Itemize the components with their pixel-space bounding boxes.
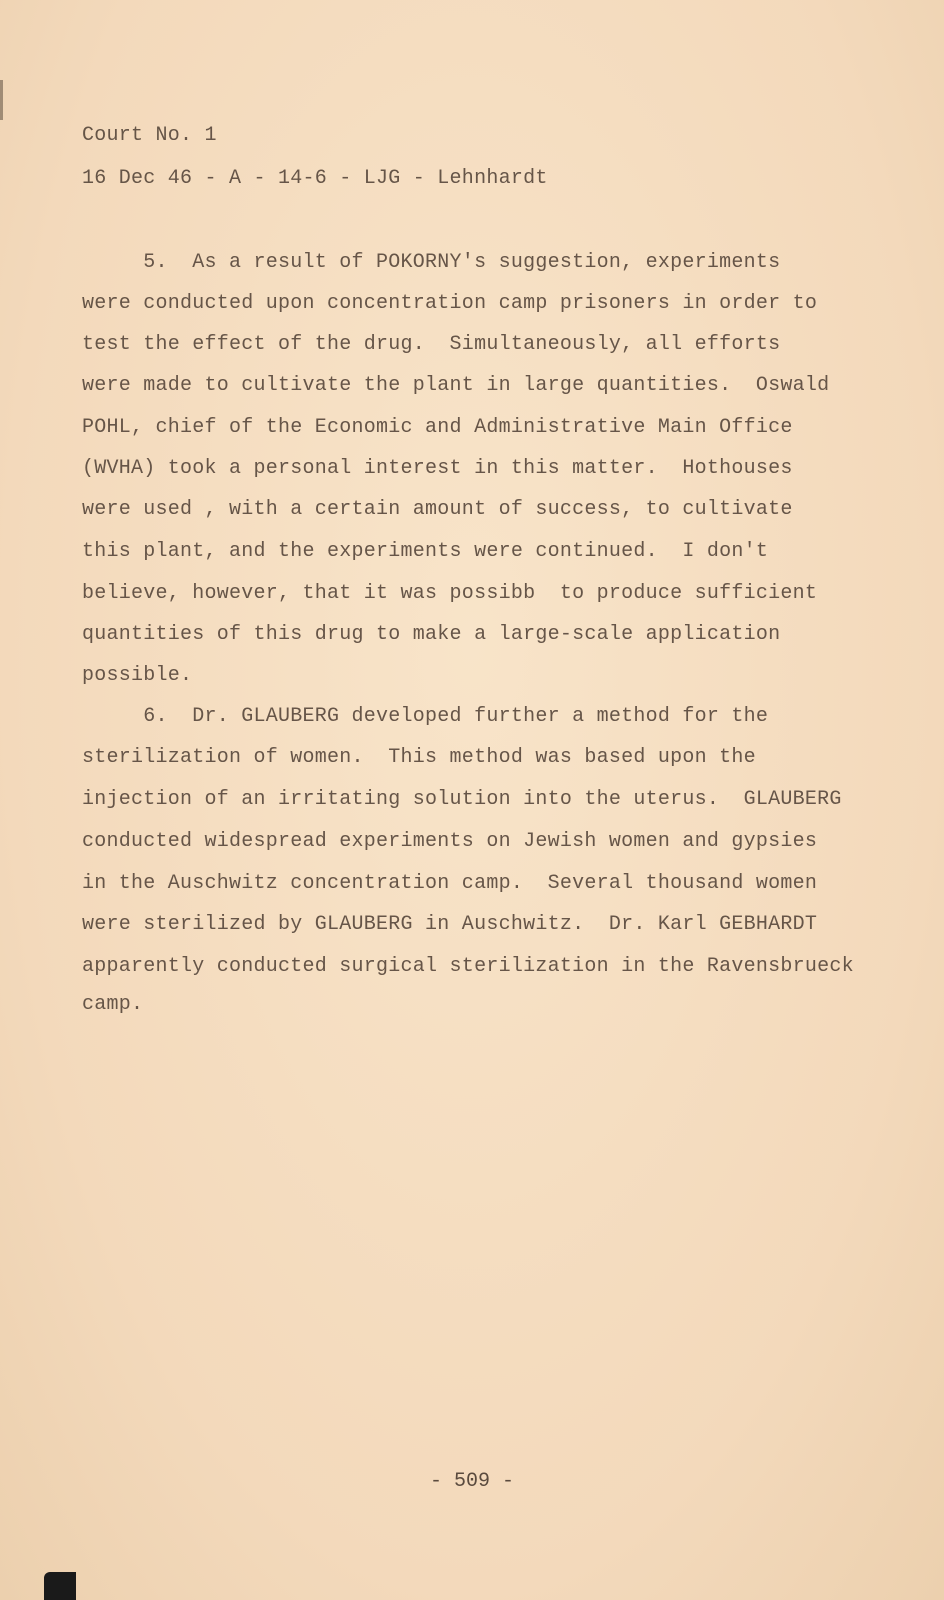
body-line: apparently conducted surgical sterilization in the Ravensbrueck [82,955,854,978]
body-line: POHL, chief of the Economic and Administrative Main Office [82,416,793,439]
body-line: in the Auschwitz concentration camp. Several thousand women [82,872,818,895]
body-line: were conducted upon concentration camp prisoners in order to [82,292,818,315]
body-line: believe, however, that it was possibb to produce sufficient [82,582,818,605]
scan-corner-mark [44,1572,76,1600]
body-line: test the effect of the drug. Simultaneously, all efforts [82,333,781,356]
court-number: Court No. 1 [82,124,217,147]
body-line: camp. [82,993,144,1016]
body-line: were used , with a certain amount of success, to cultivate [82,498,793,521]
body-line: injection of an irritating solution into the uterus. GLAUBERG [82,788,842,811]
body-line: 6. Dr. GLAUBERG developed further a method for the [82,705,769,728]
body-line: possible. [82,664,193,687]
page-edge-mark [0,80,3,120]
body-line: 5. As a result of POKORNY's suggestion, experiments [82,251,781,274]
body-line: were sterilized by GLAUBERG in Auschwitz. Dr. Karl GEBHARDT [82,913,818,936]
body-line: (WVHA) took a personal interest in this matter. Hothouses [82,457,793,480]
page-number: - 509 - [429,1470,514,1493]
body-line: sterilization of women. This method was based upon the [82,746,756,769]
body-line: were made to cultivate the plant in large quantities. Oswald [82,374,830,397]
body-line: quantities of this drug to make a large-scale application [82,623,781,646]
body-line: conducted widespread experiments on Jewish women and gypsies [82,830,818,853]
body-line: this plant, and the experiments were continued. I don't [82,540,769,563]
session-line: 16 Dec 46 - A - 14-6 - LJG - Lehnhardt [82,167,548,190]
